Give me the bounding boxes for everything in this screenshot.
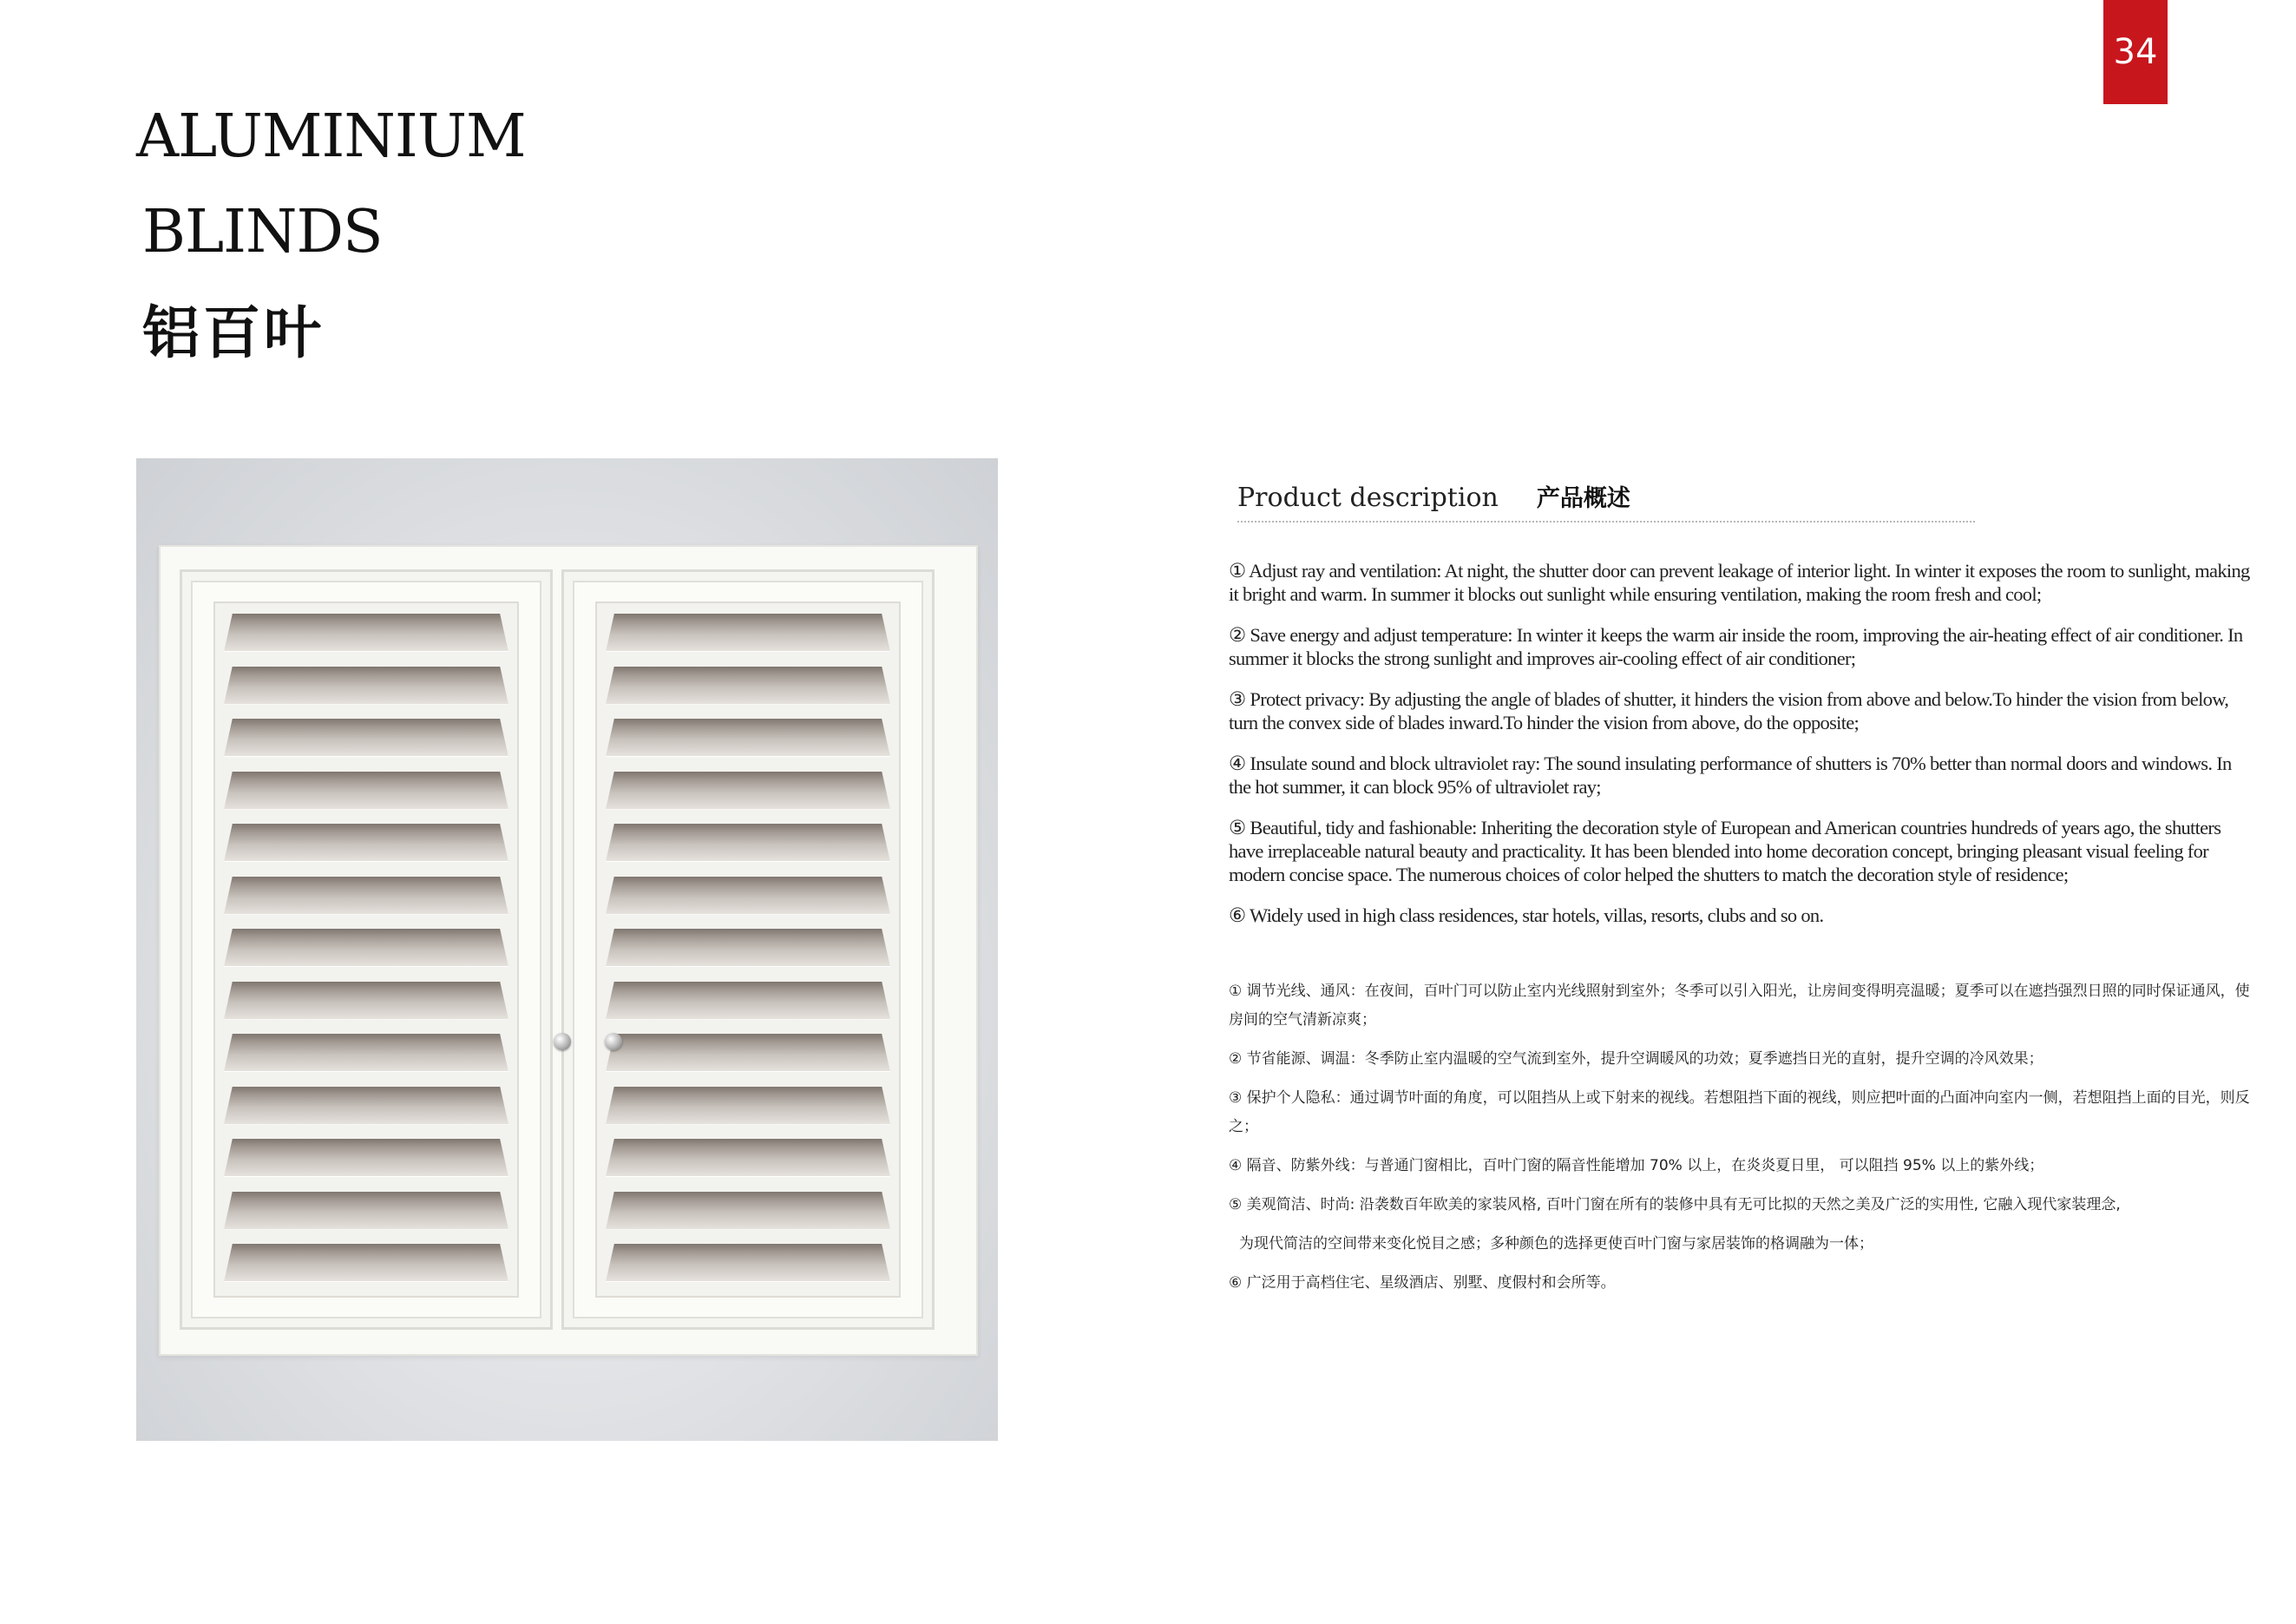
title-line2: BLINDS: [142, 198, 383, 266]
shutter-door-left: [180, 569, 553, 1330]
english-item: ⑥ Widely used in high class residences, star hotels, villas, resorts, clubs and so on.: [1229, 904, 1824, 926]
louver-slat: [224, 614, 508, 652]
description-heading-en: Product description: [1237, 483, 1499, 513]
louver-slat: [224, 1034, 508, 1072]
shutter-door-right: [561, 569, 935, 1330]
louver-slat: [224, 824, 508, 862]
door-knob-left: [554, 1033, 571, 1050]
chinese-item: 为现代简洁的空间带来变化悦目之感；多种颜色的选择更使百叶门窗与家居装饰的格调融为一体；: [1239, 1235, 1873, 1253]
louver-slat: [606, 614, 890, 652]
louver-slat: [224, 1087, 508, 1125]
title-chinese: 铝百叶: [142, 299, 325, 366]
louver-panel-right: [595, 602, 901, 1298]
louver-slat: [224, 1192, 508, 1230]
louver-slat: [606, 1087, 890, 1125]
chinese-item: ③ 保护个人隐私：通过调节叶面的角度，可以阻挡从上或下射来的视线。若想阻挡下面的视线，则应把叶面的凸面冲向室内一侧，若想阻挡上面的目光，则反之；: [1229, 1089, 2250, 1135]
door-knob-right: [605, 1033, 622, 1050]
title-line1: ALUMINIUM: [136, 102, 526, 171]
louver-slat: [224, 772, 508, 810]
louver-slat: [606, 1034, 890, 1072]
louver-slat: [224, 929, 508, 967]
chinese-item: ⑤ 美观简洁、时尚: 沿袭数百年欧美的家装风格, 百叶门窗在所有的装修中具有无可比拟的天然之美及广泛的实用性, 它融入现代家装理念,: [1229, 1196, 2121, 1213]
description-heading-cn: 产品概述: [1536, 485, 1630, 512]
louver-slat: [224, 667, 508, 705]
description-header: [1237, 479, 1975, 523]
louver-slat: [224, 982, 508, 1020]
chinese-item: ① 调节光线、通风：在夜间，百叶门可以防止室内光线照射到室外；冬季可以引入阳光，让房间变得明亮温暖；夏季可以在遮挡强烈日照的同时保证通风，使房间的空气清新凉爽；: [1229, 983, 2250, 1029]
chinese-item: ④ 隔音、防紫外线：与普通门窗相比，百叶门窗的隔音性能增加 70% 以上，在炎炎夏日里， 可以阻挡 95% 以上的紫外线；: [1229, 1157, 2044, 1174]
english-item: ② Save energy and adjust temperature: In winter it keeps the warm air inside the room, improving the air-heating effect of air conditioner. In summer it blocks the strong sunlight and improves air-cooling effect of air conditioner;: [1229, 624, 2243, 669]
product-photo: [136, 458, 998, 1441]
louver-slat: [606, 1139, 890, 1177]
louver-slat: [606, 824, 890, 862]
louver-slat: [606, 772, 890, 810]
louver-slat: [606, 877, 890, 915]
louver-slat: [224, 877, 508, 915]
louver-slat: [606, 667, 890, 705]
chinese-item: ⑥ 广泛用于高档住宅、星级酒店、别墅、度假村和会所等。: [1229, 1274, 1616, 1292]
english-description-list: [1229, 559, 2253, 944]
louver-slat: [224, 1244, 508, 1282]
louver-slat: [606, 982, 890, 1020]
english-item: ③ Protect privacy: By adjusting the angle of blades of shutter, it hinders the vision from above and below.To hinder the vision from below, turn the convex side of blades inward.To hinder the vision from above, do the opposite;: [1229, 688, 2229, 733]
louver-slat: [606, 1244, 890, 1282]
english-item: ④ Insulate sound and block ultraviolet ray: The sound insulating performance of shutters is 70% better than normal doors and windows. In the hot summer, it can block 95% of ultraviolet ray;: [1229, 753, 2232, 798]
chinese-description-list: [1229, 977, 2253, 1308]
louver-slat: [224, 719, 508, 757]
shutter-frame: [159, 545, 978, 1356]
english-item: ① Adjust ray and ventilation: At night, the shutter door can prevent leakage of interior light. In winter it exposes the room to sunlight, making it bright and warm. In summer it blocks out sunlight while ensuring ventilation, making the room fresh and cool;: [1229, 560, 2250, 605]
chinese-item: ② 节省能源、调温：冬季防止室内温暖的空气流到室外，提升空调暖风的功效；夏季遮挡日光的直射，提升空调的冷风效果；: [1229, 1050, 2043, 1068]
louver-panel-left: [213, 602, 519, 1298]
louver-slat: [606, 929, 890, 967]
english-item: ⑤ Beautiful, tidy and fashionable: Inheriting the decoration style of European and American countries hundreds of years ago, the shutters have irreplaceable natural beauty and practicality. It has been blended into home decoration concept, bringing pleasant visual feeling for modern concise space. The numerous choices of color helped the shutters to match the decoration style of residence;: [1229, 817, 2221, 885]
page-number: 34: [2103, 0, 2168, 104]
louver-slat: [606, 1192, 890, 1230]
louver-slat: [606, 719, 890, 757]
louver-slat: [224, 1139, 508, 1177]
